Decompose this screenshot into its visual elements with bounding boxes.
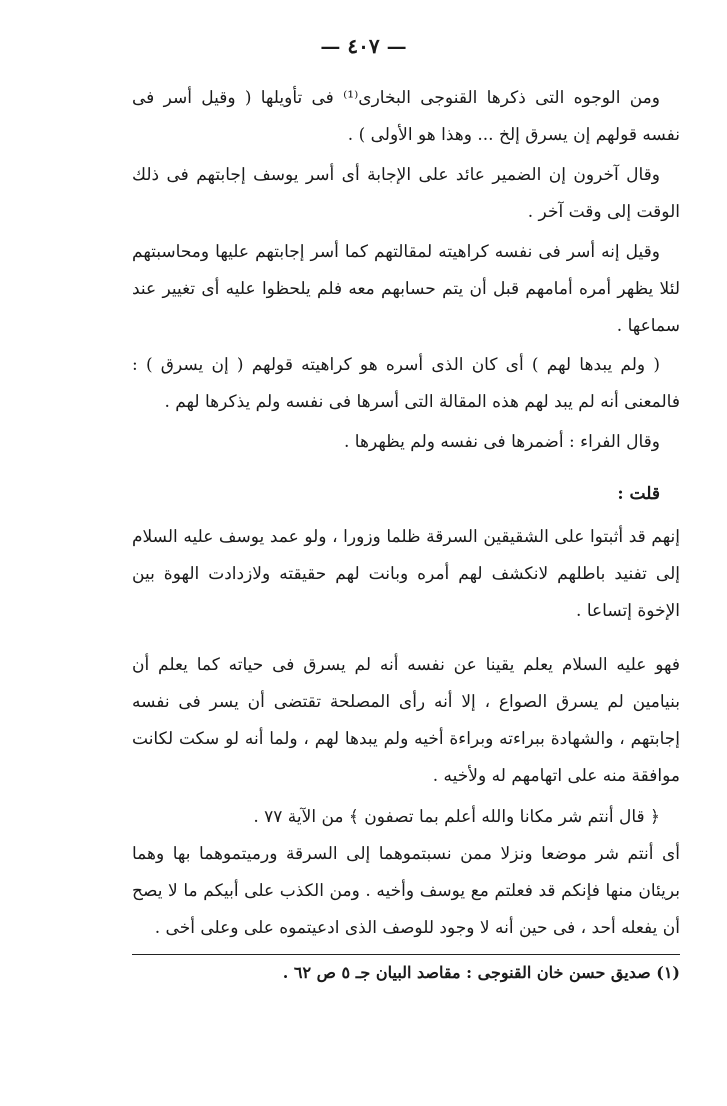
paragraph-6: إنهم قد أثبتوا على الشقيقين السرقة ظلما وزورا ، ولو عمد يوسف عليه السلام إلى تفنيد باطلهم لانكشف لهم أمره وبانت لهم حقيقته ولازدادت الهوة بين الإخوة إتساعا . (132, 527, 680, 621)
paragraph-2: وقال آخرون إن الضمير عائد على الإجابة أى أسر يوسف إجابتهم فى ذلك الوقت إلى وقت آخر . (132, 165, 680, 222)
paragraph-1: ومن الوجوه التى ذكرها القنوجى البخارى⁽¹⁾ فى تأويلها ( وقيل أسر فى نفسه قولهم إن يسرق إلخ ... وهذا هو الأولى ) . (132, 88, 680, 145)
paragraph-4: ( ولم يبدها لهم ) أى كان الذى أسره هو كراهيته قولهم ( إن يسرق ) : فالمعنى أنه لم يبد لهم هذه المقالة التى أسرها فى نفسه ولم يذكرها لهم . (132, 355, 680, 412)
paragraph-7: فهو عليه السلام يعلم يقينا عن نفسه أنه لم يسرق فى حياته كما يعلم أن بنيامين لم يسرق الصواع ، إلا أنه رأى المصلحة تقتضى أن يسر فى نفسه إجابتهم ، والشهادة ببراءته وبراءة أخيه ولم يبدها لهم ، ولما أنه لو سكت لكانت موافقة منه على اتهامهم له ولأخيه . (132, 655, 680, 786)
paragraph-5: وقال الفراء : أضمرها فى نفسه ولم يظهرها . (344, 432, 660, 452)
paragraph-9: أى أنتم شر موضعا ونزلا ممن نسبتموهما إلى السرقة ورميتموهما بها وهما بريئان منها فإنكم قد فعلتم مع يوسف وأخيه . ومن الكذب على أبيكم ما لا يصح أن يفعله أحد ، فى حين أنه لا وجود للوصف الذى ادعيتموه على وعلى أخى . (132, 844, 680, 938)
paragraph-3: وقيل إنه أسر فى نفسه كراهيته لمقالتهم كما أسر إجابتهم عليها ومحاسبتهم لئلا يظهر أمره أمامهم قبل أن يتم حسابهم معه فلم يلحظوا عليه أى تغيير عند سماعها . (132, 242, 680, 336)
quran-verse: ﴿ قال أنتم شر مكانا والله أعلم بما تصفون ﴾ من الآية ٧٧ . (253, 807, 660, 827)
page-number: — ٤٠٧ — (320, 34, 407, 58)
footnote-divider (132, 954, 680, 955)
footnote: (١) صديق حسن خان القنوجى : مقاصد البيان جـ ٥ ص ٦٢ . (282, 963, 680, 982)
section-heading: قلت : (617, 484, 660, 504)
